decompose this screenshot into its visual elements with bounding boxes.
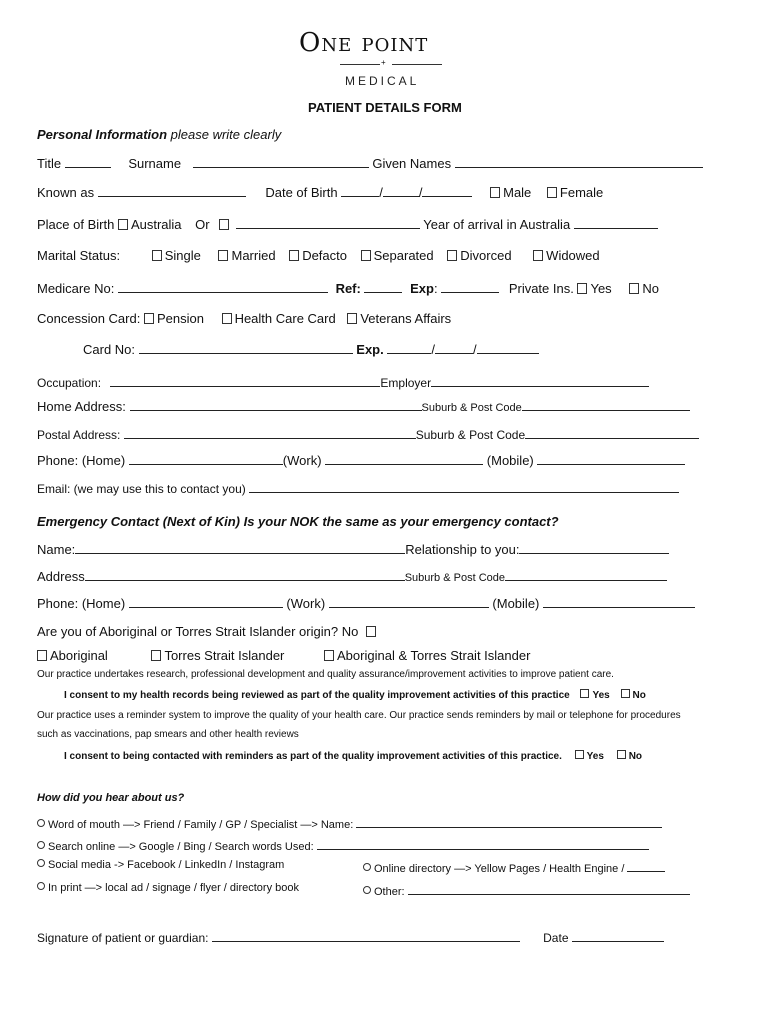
row-marital: Marital Status: Single Married Defacto Separated Divorced Widowed xyxy=(37,248,600,263)
logo-divider-left xyxy=(340,64,380,65)
dob-year-field[interactable] xyxy=(422,184,472,197)
emergency-phone-work-field[interactable] xyxy=(329,595,489,608)
emergency-suburb-field[interactable] xyxy=(505,568,667,581)
given-names-field[interactable] xyxy=(455,155,703,168)
phone-work-field[interactable] xyxy=(325,452,483,465)
female-checkbox[interactable] xyxy=(547,187,557,198)
online-directory-field[interactable] xyxy=(627,859,665,872)
logo-divider-mark: + xyxy=(381,58,386,67)
other-country-checkbox[interactable] xyxy=(219,219,229,230)
row-email: Email: (we may use this to contact you) xyxy=(37,480,679,496)
row-known-as: Known as Date of Birth / / Male Female xyxy=(37,185,604,200)
other-country-field[interactable] xyxy=(236,216,420,229)
word-of-mouth-radio[interactable] xyxy=(37,819,45,827)
home-suburb-field[interactable] xyxy=(522,398,690,411)
australia-checkbox[interactable] xyxy=(118,219,128,230)
row-aboriginal-question: Are you of Aboriginal or Torres Strait Islander origin? No xyxy=(37,624,379,639)
emergency-phone-home-field[interactable] xyxy=(129,595,283,608)
logo-divider-right xyxy=(392,64,442,65)
reminder-no-checkbox[interactable] xyxy=(617,750,626,759)
row-postal-address: Postal Address: Suburb & Post Code xyxy=(37,426,699,442)
other-radio[interactable] xyxy=(363,886,371,894)
home-address-field[interactable] xyxy=(130,398,422,411)
row-place-of-birth: Place of Birth Australia Or Year of arrival in Australia xyxy=(37,216,658,232)
row-aboriginal-options: Aboriginal Torres Strait Islander Aboriginal & Torres Strait Islander xyxy=(37,648,530,663)
social-media-radio[interactable] xyxy=(37,859,45,867)
online-directory-radio[interactable] xyxy=(363,863,371,871)
emergency-name-field[interactable] xyxy=(75,541,405,554)
veterans-affairs-checkbox[interactable] xyxy=(347,313,357,324)
employer-field[interactable] xyxy=(431,374,649,387)
male-checkbox[interactable] xyxy=(490,187,500,198)
row-word-of-mouth: Word of mouth —> Friend / Family / GP / Specialist —> Name: xyxy=(37,815,662,831)
aboriginal-no-checkbox[interactable] xyxy=(366,626,376,637)
row-in-print: In print —> local ad / signage / flyer / directory book xyxy=(37,882,299,894)
pension-checkbox[interactable] xyxy=(144,313,154,324)
row-occupation: Occupation: Employer xyxy=(37,374,649,390)
card-no-field[interactable] xyxy=(139,341,353,354)
reminder-text-2: such as vaccinations, pap smears and other health reviews xyxy=(37,729,299,740)
row-search-online: Search online —> Google / Bing / Search words Used: xyxy=(37,837,649,853)
logo-subtitle: MEDICAL xyxy=(345,74,420,88)
row-card-no: Card No: Exp. / / xyxy=(83,341,539,357)
row-name: Title Surname Given Names xyxy=(37,155,703,171)
word-of-mouth-name-field[interactable] xyxy=(356,815,662,828)
private-ins-no-checkbox[interactable] xyxy=(629,283,639,294)
emergency-address-field[interactable] xyxy=(85,568,405,581)
row-online-directory: Online directory —> Yellow Pages / Health Engine / xyxy=(363,859,665,875)
widowed-checkbox[interactable] xyxy=(533,250,543,261)
row-research-consent: I consent to my health records being reviewed as part of the quality improvement activities of this practice Yes No xyxy=(64,690,646,701)
postal-suburb-field[interactable] xyxy=(525,426,699,439)
reminder-text-1: Our practice uses a reminder system to improve the quality of your health care. Our practice sends reminders by mail or telephone for procedures xyxy=(37,710,681,721)
emergency-heading: Emergency Contact (Next of Kin) Is your NOK the same as your emergency contact? xyxy=(37,514,559,529)
separated-checkbox[interactable] xyxy=(361,250,371,261)
medicare-exp-field[interactable] xyxy=(441,280,499,293)
signature-field[interactable] xyxy=(212,929,520,942)
married-checkbox[interactable] xyxy=(218,250,228,261)
logo-title: One point xyxy=(299,28,429,58)
research-no-checkbox[interactable] xyxy=(621,689,630,698)
research-yes-checkbox[interactable] xyxy=(580,689,589,698)
row-signature: Signature of patient or guardian: Date xyxy=(37,929,664,945)
aboriginal-checkbox[interactable] xyxy=(37,650,47,661)
dob-month-field[interactable] xyxy=(383,184,419,197)
search-words-field[interactable] xyxy=(317,837,649,850)
card-exp-year-field[interactable] xyxy=(477,341,539,354)
postal-address-field[interactable] xyxy=(124,426,416,439)
card-exp-month-field[interactable] xyxy=(435,341,473,354)
medicare-ref-field[interactable] xyxy=(364,280,402,293)
title-field[interactable] xyxy=(65,155,111,168)
health-care-card-checkbox[interactable] xyxy=(222,313,232,324)
surname-field[interactable] xyxy=(193,155,369,168)
occupation-field[interactable] xyxy=(110,374,380,387)
row-other: Other: xyxy=(363,882,690,898)
row-emergency-name: Name: Relationship to you: xyxy=(37,541,669,557)
email-field[interactable] xyxy=(249,480,679,493)
phone-mobile-field[interactable] xyxy=(537,452,685,465)
research-text: Our practice undertakes research, professional development and quality assurance/improvement activities to improve patient care. xyxy=(37,669,614,680)
row-reminder-consent: I consent to being contacted with reminders as part of the quality improvement activities of this practice. Yes No xyxy=(64,751,643,762)
known-as-field[interactable] xyxy=(98,184,246,197)
signature-date-field[interactable] xyxy=(572,929,664,942)
row-social-media: Social media -> Facebook / LinkedIn / Instagram xyxy=(37,859,284,871)
personal-heading: Personal Information please write clearly xyxy=(37,127,282,142)
aboriginal-torres-checkbox[interactable] xyxy=(324,650,334,661)
torres-strait-checkbox[interactable] xyxy=(151,650,161,661)
row-emergency-phone: Phone: (Home) (Work) (Mobile) xyxy=(37,595,695,611)
phone-home-field[interactable] xyxy=(129,452,283,465)
other-field[interactable] xyxy=(408,882,690,895)
private-ins-yes-checkbox[interactable] xyxy=(577,283,587,294)
row-medicare: Medicare No: Ref: Exp: Private Ins. Yes No xyxy=(37,281,659,296)
row-concession: Concession Card: Pension Health Care Card Veterans Affairs xyxy=(37,311,452,326)
search-online-radio[interactable] xyxy=(37,841,45,849)
emergency-phone-mobile-field[interactable] xyxy=(543,595,695,608)
reminder-yes-checkbox[interactable] xyxy=(575,750,584,759)
relationship-field[interactable] xyxy=(519,541,669,554)
medicare-field[interactable] xyxy=(118,280,328,293)
card-exp-day-field[interactable] xyxy=(387,341,431,354)
row-phone: Phone: (Home) (Work) (Mobile) xyxy=(37,452,685,468)
referral-heading: How did you hear about us? xyxy=(37,792,185,804)
divorced-checkbox[interactable] xyxy=(447,250,457,261)
form-title: PATIENT DETAILS FORM xyxy=(308,100,462,115)
in-print-radio[interactable] xyxy=(37,882,45,890)
dob-day-field[interactable] xyxy=(341,184,379,197)
year-arrival-field[interactable] xyxy=(574,216,658,229)
row-home-address: Home Address: Suburb & Post Code xyxy=(37,398,690,414)
row-emergency-address: Address Suburb & Post Code xyxy=(37,568,667,584)
defacto-checkbox[interactable] xyxy=(289,250,299,261)
single-checkbox[interactable] xyxy=(152,250,162,261)
